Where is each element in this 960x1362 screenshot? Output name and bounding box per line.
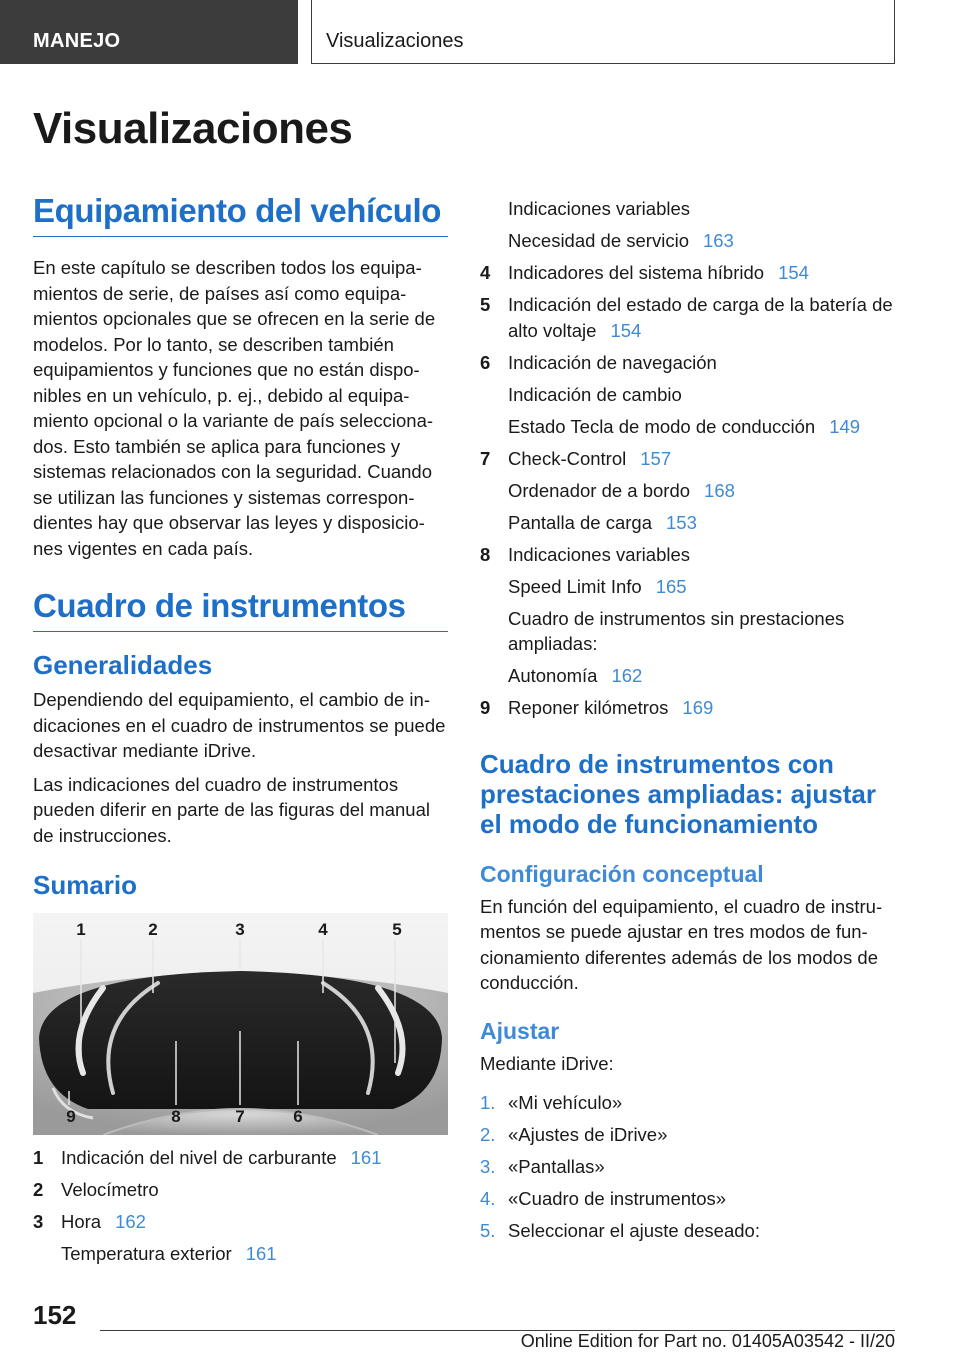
- page-ref-link[interactable]: 165: [655, 575, 687, 597]
- legend-item: [480, 695, 900, 721]
- legend-number: 3: [33, 1211, 44, 1232]
- legend-item: [33, 1145, 448, 1171]
- legend-number: [480, 196, 508, 222]
- fig-label-9: 9: [66, 1107, 76, 1126]
- paragraph-equipamiento: En este capítulo se describen todos los equipa-mientos de serie, de países así como equipa-mientos opcionales que se ofrecen en la serie de modelos. Por lo tanto, se describen también equipamientos y funciones que no están dispo-nibles en un vehículo, p. ej., debido al equipa-miento opcional o la variante de país selecciona-dos. Esto también se aplica para funciones y sistemas relacionados con la seguridad. Cuando se utilizan las funciones y sistemas correspon-dientes hay que observar las leyes y disposicio-nes vigentes en cada país.: [33, 257, 436, 559]
- fig-label-2: 2: [148, 920, 158, 939]
- page-ref-link[interactable]: 154: [610, 319, 642, 341]
- header-chapter-label: Visualizaciones: [326, 30, 464, 52]
- fig-label-8: 8: [171, 1107, 181, 1126]
- legend-number: [480, 478, 508, 504]
- paragraph-generalidades-2: Las indicaciones del cuadro de instrumentos pueden diferir en parte de las figuras del manual de instrucciones.: [33, 773, 430, 846]
- page-number: 152: [33, 1300, 77, 1330]
- legend-item: [480, 350, 900, 376]
- legend-item: [480, 260, 900, 286]
- legend-text: Indicaciones variables: [508, 543, 691, 565]
- legend-number: 7: [480, 447, 491, 469]
- legend-text: Indicación del nivel de carburante: [61, 1147, 337, 1168]
- instrument-cluster-illustration: [33, 913, 448, 1135]
- legend-text: Indicación de navegación: [508, 351, 717, 373]
- heading-generalidades: Generalidades: [33, 650, 213, 680]
- page-ref-link[interactable]: 157: [640, 447, 672, 469]
- step-number: 2.: [480, 1124, 496, 1145]
- legend-number: 9: [480, 697, 491, 718]
- footer-edition: Online Edition for Part no. 01405A03542 - II/20: [520, 1331, 895, 1351]
- legend-number: [480, 606, 508, 657]
- legend-item: [480, 510, 900, 536]
- fig-label-4: 4: [318, 920, 328, 939]
- page-ref-link[interactable]: 162: [611, 665, 643, 686]
- instrument-cluster-figure: [33, 913, 448, 1135]
- legend-item: [480, 414, 900, 440]
- legend-item: [33, 1209, 448, 1235]
- heading-cuadro-instrumentos: Cuadro de instrumentos: [33, 587, 448, 632]
- legend-item: [480, 542, 900, 568]
- legend-item: [480, 574, 900, 600]
- legend-item: [480, 446, 900, 472]
- page-ref-link[interactable]: 169: [682, 697, 714, 718]
- page-ref-link[interactable]: 161: [350, 1147, 382, 1168]
- legend-text: Indicadores del sistema híbrido: [508, 262, 765, 283]
- steps-list: [480, 1090, 900, 1244]
- list-item: [480, 1122, 900, 1148]
- step-text: Seleccionar el ajuste deseado:: [508, 1220, 760, 1241]
- fig-label-5: 5: [392, 920, 402, 939]
- paragraph-generalidades-1: Dependiendo del equipamiento, el cambio de in-dicaciones en el cuadro de instrumentos se puede desactivar mediante iDrive.: [33, 689, 446, 761]
- page-ref-link[interactable]: 162: [115, 1211, 146, 1232]
- page-ref-link[interactable]: 153: [666, 511, 697, 533]
- legend-number: 2: [33, 1179, 44, 1200]
- legend-number: [480, 414, 508, 440]
- legend-text: Hora: [61, 1211, 102, 1232]
- page-ref-link[interactable]: 161: [245, 1243, 277, 1264]
- legend-item: [480, 606, 900, 657]
- page-ref-link[interactable]: 163: [702, 230, 734, 251]
- heading-ajustar: Ajustar: [480, 1017, 560, 1044]
- step-number: 5.: [480, 1220, 496, 1241]
- paragraph-ajustar-intro: Mediante iDrive:: [480, 1052, 614, 1074]
- legend-item: [480, 228, 900, 254]
- legend-number: 6: [480, 351, 491, 373]
- legend-item: [480, 663, 900, 689]
- legend-left: [33, 1145, 448, 1267]
- legend-number: 1: [33, 1147, 44, 1168]
- legend-number: [480, 663, 508, 689]
- legend-text: Indicación de cambio: [508, 383, 682, 405]
- list-item: [480, 1090, 900, 1116]
- legend-number: [480, 574, 508, 600]
- legend-text: Ordenador de a bordo: [508, 479, 691, 501]
- heading-sumario: Sumario: [33, 870, 138, 900]
- fig-label-7: 7: [235, 1107, 245, 1126]
- page-ref-link[interactable]: 149: [829, 415, 861, 437]
- legend-text: Pantalla de carga: [508, 511, 652, 533]
- fig-label-1: 1: [76, 920, 86, 939]
- paragraph-configuracion: En función del equipamiento, el cuadro de instru-mentos se puede ajustar en tres modos de fun-cionamiento diferentes además de los modos de conducción.: [480, 895, 883, 993]
- legend-text: Cuadro de instrumentos sin prestaciones ampliadas:: [508, 607, 845, 654]
- legend-item: [480, 292, 900, 343]
- heading-prestaciones-ampliadas: Cuadro de instrumentos con prestaciones ampliadas: ajustar el modo de funcionamiento: [480, 748, 876, 839]
- legend-item: [33, 1241, 448, 1267]
- legend-text: Speed Limit Info: [508, 575, 642, 597]
- legend-number: 5: [480, 294, 491, 315]
- legend-item: [33, 1177, 448, 1203]
- step-text: «Ajustes de iDrive»: [508, 1124, 668, 1145]
- legend-number: [33, 1241, 61, 1267]
- step-number: 3.: [480, 1156, 496, 1177]
- heading-equipamiento: Equipamiento del vehículo: [33, 192, 448, 237]
- fig-label-3: 3: [235, 920, 245, 939]
- step-text: «Pantallas»: [508, 1156, 605, 1177]
- legend-text: Temperatura exterior: [61, 1243, 232, 1264]
- page-ref-link[interactable]: 168: [704, 479, 735, 501]
- legend-text: Indicaciones variables: [508, 198, 691, 219]
- legend-text: Autonomía: [508, 665, 598, 686]
- legend-item: [480, 478, 900, 504]
- legend-text: Necesidad de servicio: [508, 230, 689, 251]
- legend-item: [480, 196, 900, 222]
- fig-label-6: 6: [293, 1107, 303, 1126]
- heading-configuracion: Configuración conceptual: [480, 860, 764, 887]
- step-number: 4.: [480, 1188, 496, 1209]
- page-title: Visualizaciones: [33, 104, 353, 153]
- legend-right: [480, 196, 900, 721]
- header-section-tab: [0, 0, 298, 64]
- step-text: «Cuadro de instrumentos»: [508, 1188, 727, 1209]
- legend-text: Indicación del estado de carga de la batería de alto voltaje: [508, 294, 893, 341]
- left-column: [33, 192, 448, 1273]
- legend-number: [480, 382, 508, 408]
- step-number: 1.: [480, 1092, 496, 1113]
- list-item: [480, 1186, 900, 1212]
- legend-number: 4: [480, 262, 491, 283]
- legend-text: Velocímetro: [61, 1179, 159, 1200]
- list-item: [480, 1154, 900, 1180]
- legend-text: Estado Tecla de modo de conducción: [508, 415, 816, 437]
- page-ref-link[interactable]: 154: [778, 262, 809, 283]
- legend-number: [480, 228, 508, 254]
- legend-text: Check-Control: [508, 447, 627, 469]
- legend-number: 8: [480, 543, 491, 565]
- legend-item: [480, 382, 900, 408]
- step-text: «Mi vehículo»: [508, 1092, 623, 1113]
- right-column: [480, 196, 900, 1250]
- legend-number: [480, 510, 508, 536]
- list-item: [480, 1218, 900, 1244]
- header-chapter-box: [311, 0, 895, 64]
- legend-text: Reponer kilómetros: [508, 697, 669, 718]
- header-section-label: MANEJO: [33, 30, 121, 52]
